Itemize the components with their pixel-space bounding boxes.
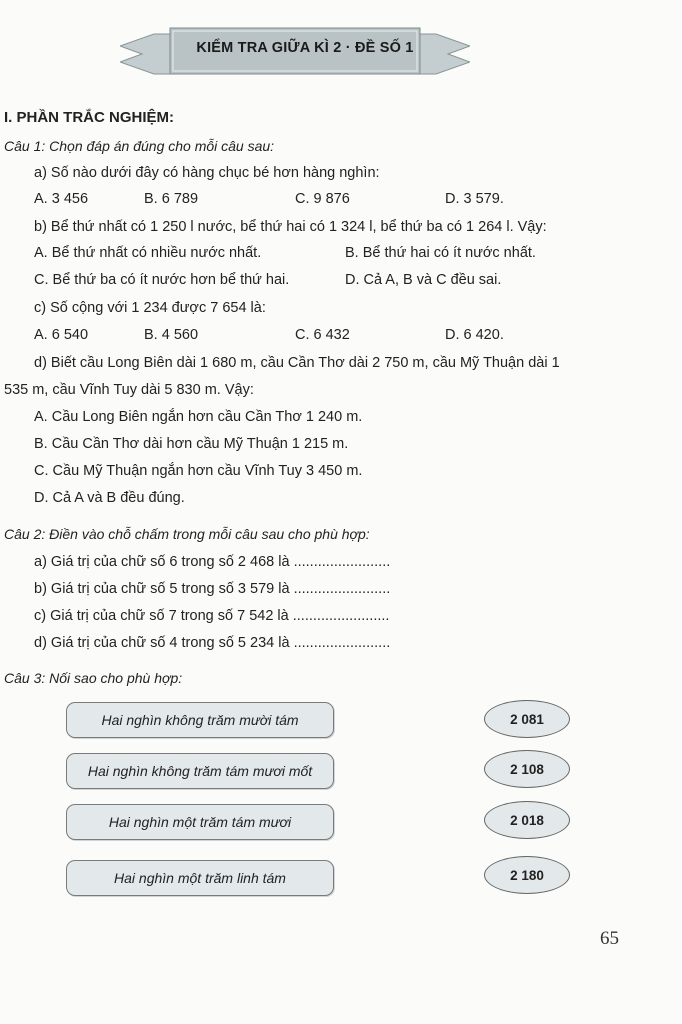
q1b-option: A. Bể thứ nhất có nhiều nước nhất. xyxy=(34,245,262,261)
match-left-box[interactable]: Hai nghìn không trăm mười tám xyxy=(66,702,334,738)
section-title: I. PHẦN TRẮC NGHIỆM: xyxy=(4,109,174,126)
q1d-option: D. Cả A và B đều đúng. xyxy=(34,490,185,506)
page-number: 65 xyxy=(600,928,619,949)
match-left-box[interactable]: Hai nghìn một trăm tám mươi xyxy=(66,804,334,840)
q1d-text-line2: 535 m, cầu Vĩnh Tuy dài 5 830 m. Vậy: xyxy=(4,382,254,398)
q1b-option: C. Bể thứ ba có ít nước hơn bể thứ hai. xyxy=(34,272,290,288)
q1d-option: B. Cầu Cần Thơ dài hơn cầu Mỹ Thuận 1 215 m. xyxy=(34,436,349,452)
q1a-option: A. 3 456 xyxy=(34,191,89,207)
q2-item: c) Giá trị của chữ số 7 trong số 7 542 là ........................ xyxy=(34,608,390,624)
question-1-heading: Câu 1: Chọn đáp án đúng cho mỗi câu sau: xyxy=(4,138,275,154)
q1b-text: b) Bể thứ nhất có 1 250 l nước, bể thứ hai có 1 324 l, bể thứ ba có 1 264 l. Vậy: xyxy=(34,219,547,235)
q1a-option: B. 6 789 xyxy=(144,191,199,207)
q1d-option: C. Cầu Mỹ Thuận ngắn hơn cầu Vĩnh Tuy 3 450 m. xyxy=(34,463,363,479)
match-right-oval[interactable]: 2 018 xyxy=(484,801,570,839)
q1c-option: B. 4 560 xyxy=(144,327,199,343)
page-title: KIỂM TRA GIỮA KÌ 2 · ĐỀ SỐ 1 xyxy=(196,40,414,56)
q1b-option: B. Bể thứ hai có ít nước nhất. xyxy=(345,245,536,261)
match-right-oval[interactable]: 2 180 xyxy=(484,856,570,894)
question-2-heading: Câu 2: Điền vào chỗ chấm trong mỗi câu sau cho phù hợp: xyxy=(4,526,370,542)
q1d-option: A. Cầu Long Biên ngắn hơn cầu Cần Thơ 1 240 m. xyxy=(34,409,363,425)
question-3-heading: Câu 3: Nối sao cho phù hợp: xyxy=(4,670,183,686)
match-right-oval[interactable]: 2 108 xyxy=(484,750,570,788)
q1a-option: C. 9 876 xyxy=(295,191,350,207)
q1c-text: c) Số cộng với 1 234 được 7 654 là: xyxy=(34,300,266,316)
q2-item: b) Giá trị của chữ số 5 trong số 3 579 là ........................ xyxy=(34,581,391,597)
q2-item: a) Giá trị của chữ số 6 trong số 2 468 là ........................ xyxy=(34,554,391,570)
match-left-box[interactable]: Hai nghìn một trăm linh tám xyxy=(66,860,334,896)
q1c-option: C. 6 432 xyxy=(295,327,350,343)
q1a-option: D. 3 579. xyxy=(445,191,504,207)
match-right-oval[interactable]: 2 081 xyxy=(484,700,570,738)
q1b-option: D. Cả A, B và C đều sai. xyxy=(345,272,502,288)
match-left-box[interactable]: Hai nghìn không trăm tám mươi mốt xyxy=(66,753,334,789)
q2-item: d) Giá trị của chữ số 4 trong số 5 234 là ........................ xyxy=(34,635,391,651)
q1c-option: D. 6 420. xyxy=(445,327,504,343)
q1c-option: A. 6 540 xyxy=(34,327,89,343)
q1a-text: a) Số nào dưới đây có hàng chục bé hơn hàng nghìn: xyxy=(34,165,380,181)
q1d-text-line1: d) Biết cầu Long Biên dài 1 680 m, cầu Cần Thơ dài 2 750 m, cầu Mỹ Thuận dài 1 xyxy=(34,355,560,371)
